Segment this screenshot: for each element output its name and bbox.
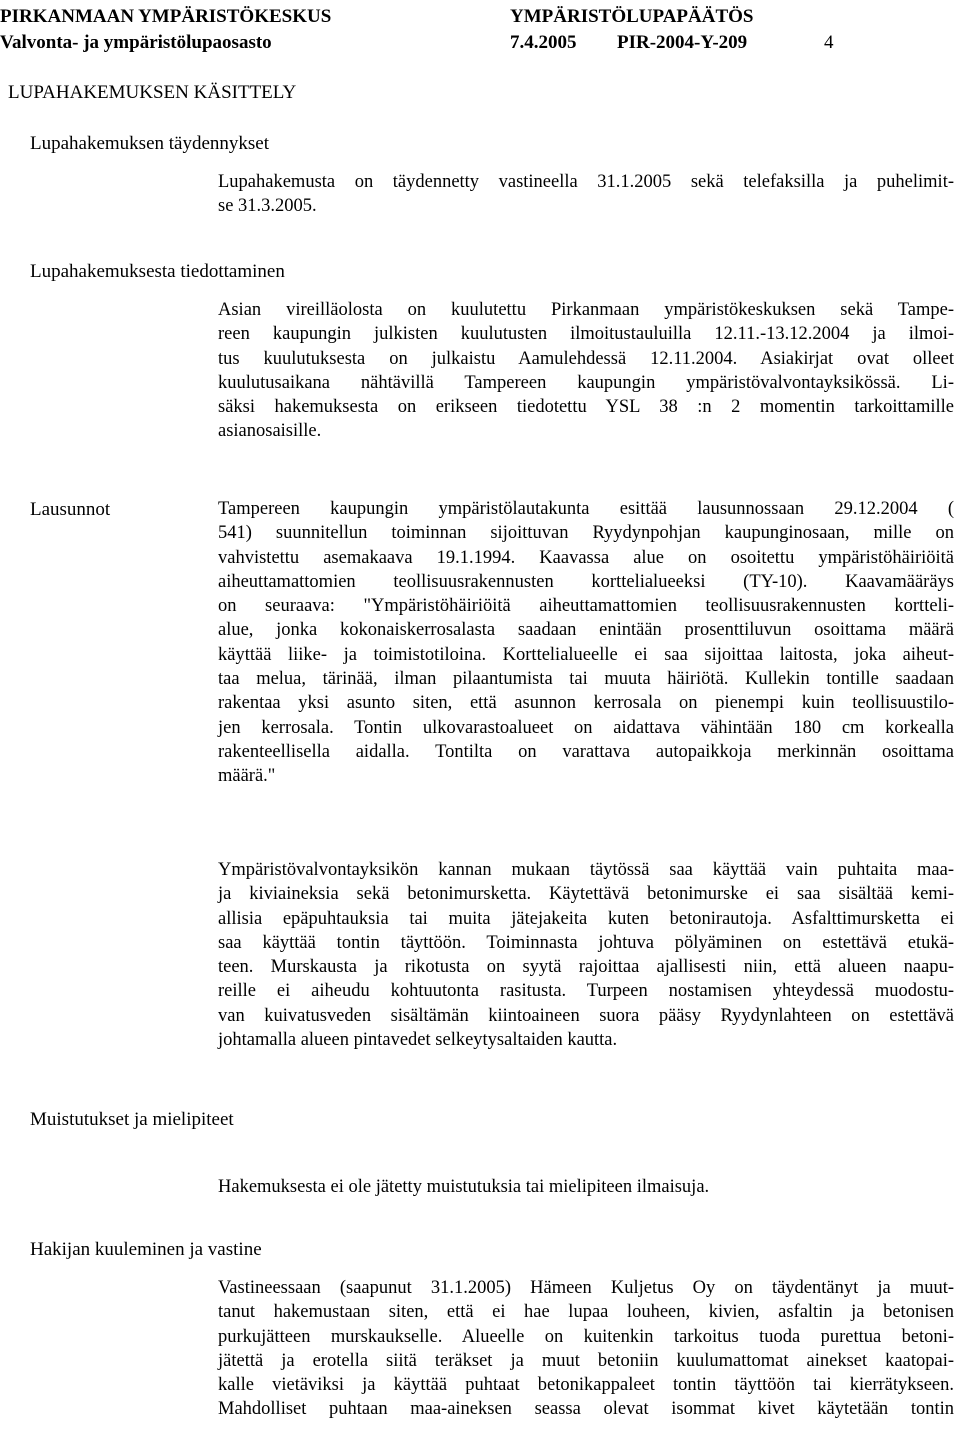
paragraph-notification [218,298,954,444]
page-number: 4 [824,32,834,53]
organization-name: PIRKANMAAN YMPÄRISTÖKESKUS [0,6,332,27]
text-line: alue, jonka kokonaiskerrosalasta saadaan enintään prosenttiluvun osoittama määrä [218,620,954,641]
text-line: taa melua, tärinää, ilman pilaantumista tai muuta häiriötä. Kullekin tontille saadaan [218,669,954,690]
text-line: purkujätteen murskaukselle. Alueelle on kuitenkin tarkoitus tuoda purettua betoni- [218,1326,954,1347]
paragraph-supplements [218,170,954,219]
heading-statements: Lausunnot [30,499,111,520]
text-line: 541) suunnitellun toiminnan sijoittuvan Ryydynpohjan kaupunginosaan, mille on [218,523,954,544]
paragraph-statements [218,497,954,789]
text-line: rakenteellisella aidalla. Tontilta on varattava autopaikkoja merkinnän osoittama [218,741,954,762]
text-line: Vastineessaan (saapunut 31.1.2005) Hämeen Kuljetus Oy on täydentänyt ja muut- [218,1278,954,1298]
text-line: aiheuttamattomien teollisuusrakennusten korttelialueeksi (TY-10). Kaavamääräys [218,571,954,592]
text-line: vahvistettu asemakaava 19.1.1994. Kaavassa alue on osoitettu ympäristöhäiriöitä [218,547,954,568]
text-line: kuulutusaikana nähtävillä Tampereen kaupungin ympäristövalvontayksikössä. Li- [218,372,954,393]
heading-applicant-hearing: Hakijan kuuleminen ja vastine [30,1239,262,1260]
text-line: jen kerrosala. Tontin ulkovarastoalueet on aidattava vähintään 180 cm korkealla [218,717,954,738]
text-line: kalle vietäviksi ja käyttää puhtaat betonikappaleet tontin täyttöön tai kierrätykseen. [218,1375,954,1396]
text-line: käyttää liike- ja toimistotiloina. Korttelialueelle ei saa sijoittaa laitosta, joka aiheut- [218,644,954,665]
text-line: Asian vireilläolosta on kuulutettu Pirkanmaan ympäristökeskuksen sekä Tampe- [218,300,954,320]
paragraph-environmental-unit [218,858,954,1052]
text-line: johtamalla alueen pintavedet selkeytysaltaiden kautta. [218,1030,618,1051]
text-line: tanut hakemustaan siten, että ei hae lupaa louheen, kivien, asfaltin ja betonisen [218,1302,954,1323]
text-line: tus kuulutuksesta on julkaistu Aamulehdessä 12.11.2004. Asiakirjat ovat olleet [218,348,954,369]
text-line: Mahdolliset puhtaan maa-aineksen seassa olevat isommat kivet käytetään tontin [218,1399,954,1420]
heading-objections: Muistutukset ja mielipiteet [30,1109,234,1130]
text-line: allisia epäpuhtauksia tai muita jätejakeita kuten betonirautoja. Asfalttimursketta ei [218,908,954,929]
document-date: 7.4.2005 [510,32,577,53]
department-name: Valvonta- ja ympäristölupaosasto [0,32,272,53]
text-line: jätettä ja erotella siitä teräkset ja muut betoniin kuulumattomat ainekset kaatopai- [218,1350,954,1371]
text-line: reille ei aiheudu kohtuutonta rasitusta. Turpeen nostamisen yhteydessä muodostu- [218,981,954,1002]
text-line: rakentaa yksi asunto siten, että asunnon kerrosala on pienempi kuin teollisuustilo- [218,693,954,714]
section-title: LUPAHAKEMUKSEN KÄSITTELY [8,82,297,103]
document-type: YMPÄRISTÖLUPAPÄÄTÖS [510,6,754,27]
text-line: määrä." [218,766,276,787]
text-line: Hakemuksesta ei ole jätetty muistutuksia tai mielipiteen ilmaisuja. [218,1177,710,1197]
text-line: van kuivatusveden sisältämän kiintoaineen suora pääsy Ryydynlahteen on estettävä [218,1005,954,1026]
heading-notification: Lupahakemuksesta tiedottaminen [30,261,285,282]
text-line: ja kiviaineksia sekä betonimursketta. Käytettävä betonimurske ei saa sisältää kemi- [218,884,954,905]
text-line: Ympäristövalvontayksikön kannan mukaan täytössä saa käyttää vain puhtaita maa- [218,860,954,880]
paragraph-applicant-hearing [218,1276,954,1422]
text-line: Tampereen kaupungin ympäristölautakunta esittää lausunnossaan 29.12.2004 ( [218,499,954,519]
document-reference: PIR-2004-Y-209 [617,32,748,53]
text-line: saa käyttää tontin täyttöön. Toiminnasta johtuva pölyäminen on estettävä etukä- [218,932,954,953]
paragraph-objections [218,1175,954,1199]
heading-supplements: Lupahakemuksen täydennykset [30,133,270,154]
text-line: on seuraava: "Ympäristöhäiriöitä aiheuttamattomien teollisuusrakennusten kortteli- [218,596,954,617]
text-line: asianosaisille. [218,421,322,442]
text-line: reen kaupungin julkisten kuulutusten ilmoitustauluilla 12.11.-13.12.2004 ja ilmoi- [218,324,954,345]
text-line: se 31.3.2005. [218,196,317,217]
text-line: säksi hakemuksesta on erikseen tiedotettu YSL 38 :n 2 momentin tarkoittamille [218,397,954,418]
text-line: Lupahakemusta on täydennetty vastineella 31.1.2005 sekä telefaksilla ja puhelimit- [218,172,954,192]
text-line: teen. Murskausta ja rikotusta on syytä rajoittaa ajallisesti niin, että alueen naapu- [218,957,954,978]
